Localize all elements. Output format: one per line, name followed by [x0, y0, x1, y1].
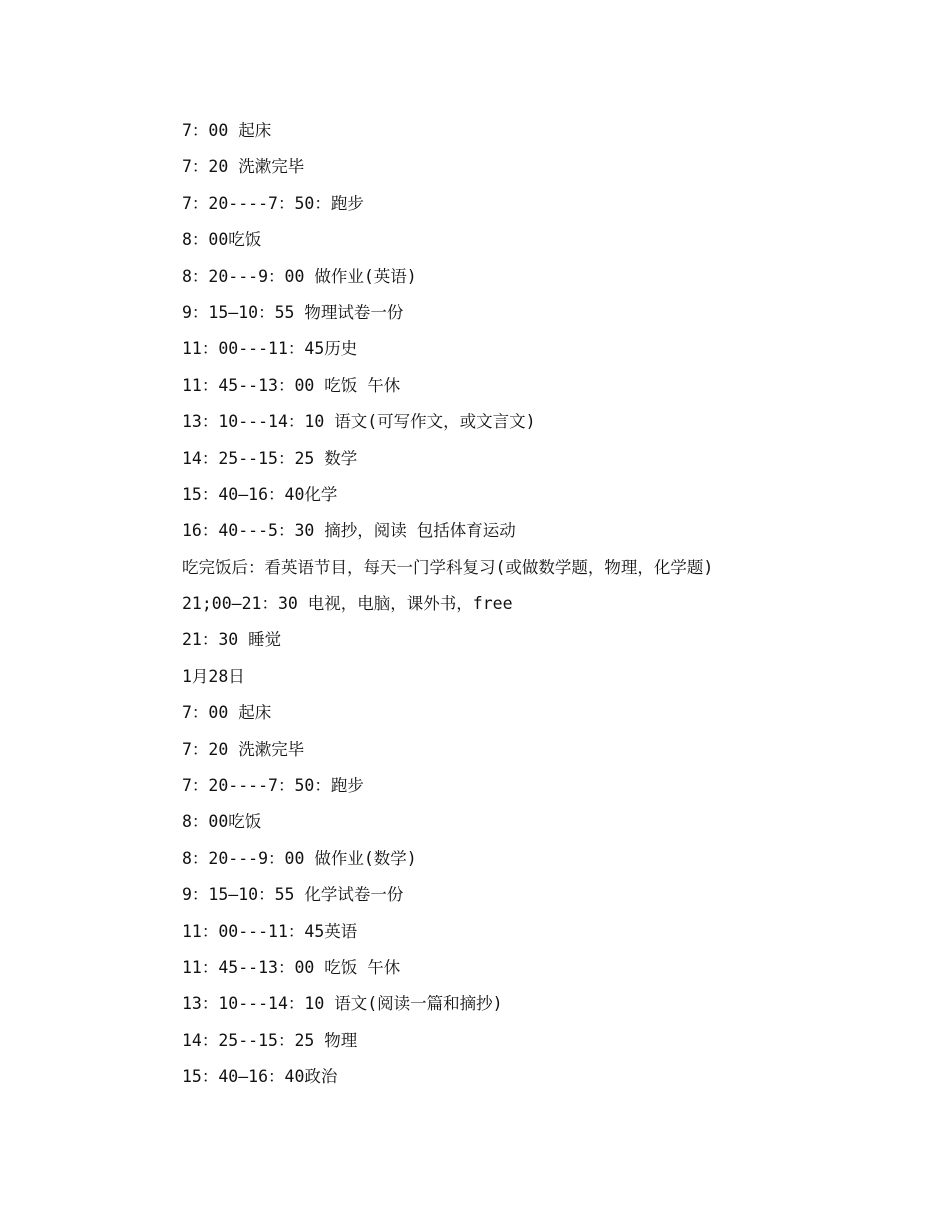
- schedule-line: 7：20----7：50：跑步: [182, 193, 364, 213]
- schedule-line: 7：00 起床: [182, 703, 272, 723]
- schedule-line: 8：00吃饭: [182, 230, 262, 250]
- schedule-line: 21：30 睡觉: [182, 630, 282, 650]
- schedule-line: 11：00---11：45历史: [182, 339, 358, 359]
- schedule-line: 7：20 洗漱完毕: [182, 157, 305, 177]
- schedule-text: [182, 117, 902, 1100]
- schedule-line: 7：20----7：50：跑步: [182, 776, 364, 796]
- schedule-line: 9：15—10：55 化学试卷一份: [182, 885, 404, 905]
- schedule-line: 7：20 洗漱完毕: [182, 739, 305, 759]
- schedule-line: 13：10---14：10 语文(阅读一篇和摘抄): [182, 994, 503, 1014]
- schedule-line: 11：45--13：00 吃饭 午休: [182, 957, 401, 977]
- schedule-line: 吃完饭后：看英语节目，每天一门学科复习(或做数学题，物理，化学题): [182, 557, 714, 577]
- schedule-line: 15：40—16：40政治: [182, 1067, 338, 1087]
- schedule-line: 14：25--15：25 物理: [182, 1030, 358, 1050]
- schedule-line: 15：40—16：40化学: [182, 484, 338, 504]
- schedule-line: 8：20---9：00 做作业(数学): [182, 848, 417, 868]
- schedule-line: 14：25--15：25 数学: [182, 448, 358, 468]
- schedule-line: 11：00---11：45英语: [182, 921, 358, 941]
- date-heading: 1月28日: [182, 666, 245, 686]
- schedule-line: 11：45--13：00 吃饭 午休: [182, 375, 401, 395]
- schedule-line: 9：15—10：55 物理试卷一份: [182, 302, 404, 322]
- schedule-line: 7：00 起床: [182, 121, 272, 140]
- schedule-line: 8：00吃饭: [182, 812, 262, 832]
- schedule-line: 13：10---14：10 语文(可写作文，或文言文): [182, 412, 536, 432]
- schedule-line: 21;00—21：30 电视，电脑，课外书，free: [182, 594, 513, 614]
- schedule-line: 16：40---5：30 摘抄，阅读 包括体育运动: [182, 521, 516, 541]
- schedule-line: 8：20---9：00 做作业(英语): [182, 266, 417, 286]
